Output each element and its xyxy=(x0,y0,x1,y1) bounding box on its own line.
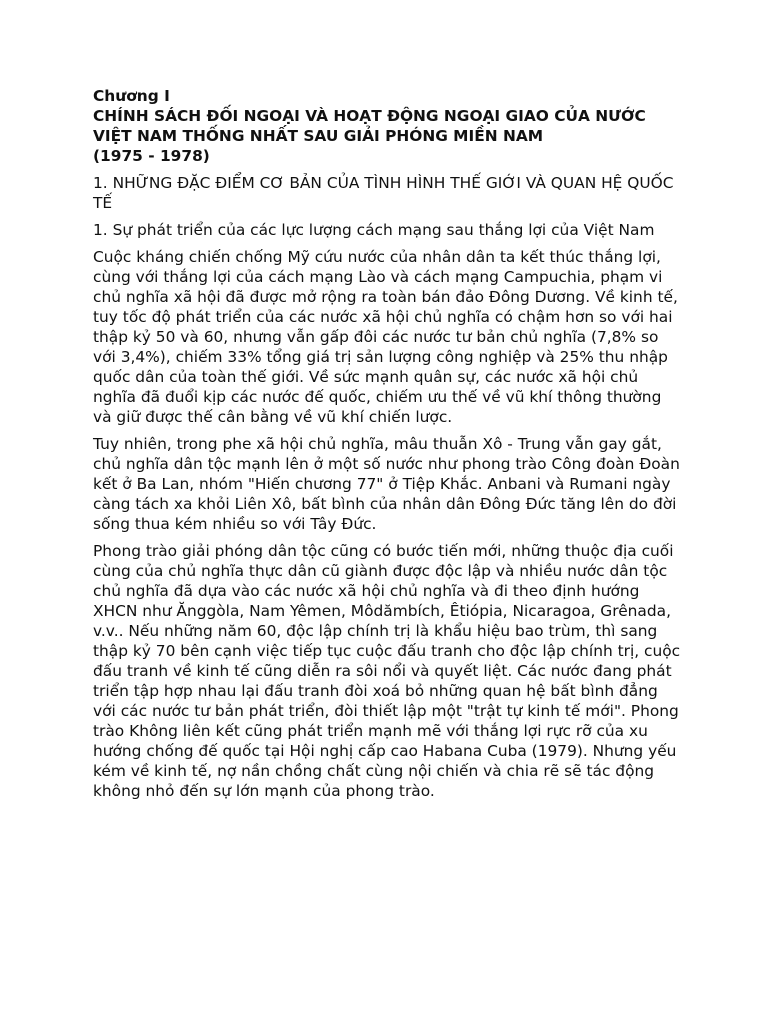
chapter-period: (1975 - 1978) xyxy=(93,147,210,165)
body-paragraph: Phong trào giải phóng dân tộc cũng có bước tiến mới, những thuộc địa cuối cùng của chủ nghĩa thực dân cũ giành được độc lập và nhiều nước dân tộc chủ nghĩa đã dựa vào các nước xã hội chủ nghĩa và đi theo định hướng XHCN như Ănggòla, Nam Yêmen, Môdămbích, Êtiópia, Nicaragoa, Grênada, v.v.. Nếu những năm 60, độc lập chính trị là khẩu hiệu bao trùm, thì sang thập kỷ 70 bên cạnh việc tiếp tục cuộc đấu tranh cho độc lập chính trị, cuộc đấu tranh về kinh tế cũng diễn ra sôi nổi và quyết liệt. Các nước đang phát triển tập hợp nhau lại đấu tranh đòi xoá bỏ những quan hệ bất bình đẳng với các nước tư bản phát triển, đòi thiết lập một "trật tự kinh tế mới". Phong trào Không liên kết cũng phát triển mạnh mẽ với thắng lợi rực rỡ của xu hướng chống đế quốc tại Hội nghị cấp cao Habana Cuba (1979). Nhưng yếu kém về kinh tế, nợ nần chồng chất cùng nội chiến và chia rẽ sẽ tác động không nhỏ đến sự lớn mạnh của phong trào. xyxy=(93,542,681,800)
chapter-label: Chương I xyxy=(93,87,170,105)
subsection-heading: 1. Sự phát triển của các lực lượng cách mạng sau thắng lợi của Việt Nam xyxy=(93,221,655,239)
section-heading: 1. NHỮNG ĐẶC ĐIỂM CƠ BẢN CỦA TÌNH HÌNH THẾ GIỚI VÀ QUAN HỆ QUỐC TẾ xyxy=(93,174,674,212)
chapter-title: CHÍNH SÁCH ĐỐI NGOẠI VÀ HOẠT ĐỘNG NGOẠI GIAO CỦA NƯỚC VIỆT NAM THỐNG NHẤT SAU GIẢI PHÓNG MIỀN NAM xyxy=(93,107,646,145)
document-page xyxy=(93,86,683,808)
body-paragraph: Tuy nhiên, trong phe xã hội chủ nghĩa, mâu thuẫn Xô - Trung vẫn gay gắt, chủ nghĩa dân tộc mạnh lên ở một số nước như phong trào Công đoàn Đoàn kết ở Ba Lan, nhóm "Hiến chương 77" ở Tiệp Khắc. Anbani và Rumani ngày càng tách xa khỏi Liên Xô, bất bình của nhân dân Đông Đức tăng lên do đời sống thua kém nhiều so với Tây Đức. xyxy=(93,435,680,533)
chapter-heading xyxy=(93,86,683,166)
body-paragraph: Cuộc kháng chiến chống Mỹ cứu nước của nhân dân ta kết thúc thắng lợi, cùng với thắng lợi của cách mạng Lào và cách mạng Campuchia, phạm vi chủ nghĩa xã hội đã được mở rộng ra toàn bán đảo Đông Dương. Về kinh tế, tuy tốc độ phát triển của các nước xã hội chủ nghĩa có chậm hơn so với hai thập kỷ 50 và 60, nhưng vẫn gấp đôi các nước tư bản chủ nghĩa (7,8% so với 3,4%), chiếm 33% tổng giá trị sản lượng công nghiệp và 25% thu nhập quốc dân của toàn thế giới. Về sức mạnh quân sự, các nước xã hội chủ nghĩa đã đuổi kịp các nước đế quốc, chiếm ưu thế về vũ khí thông thường và giữ được thế cân bằng về vũ khí chiến lược. xyxy=(93,248,678,426)
